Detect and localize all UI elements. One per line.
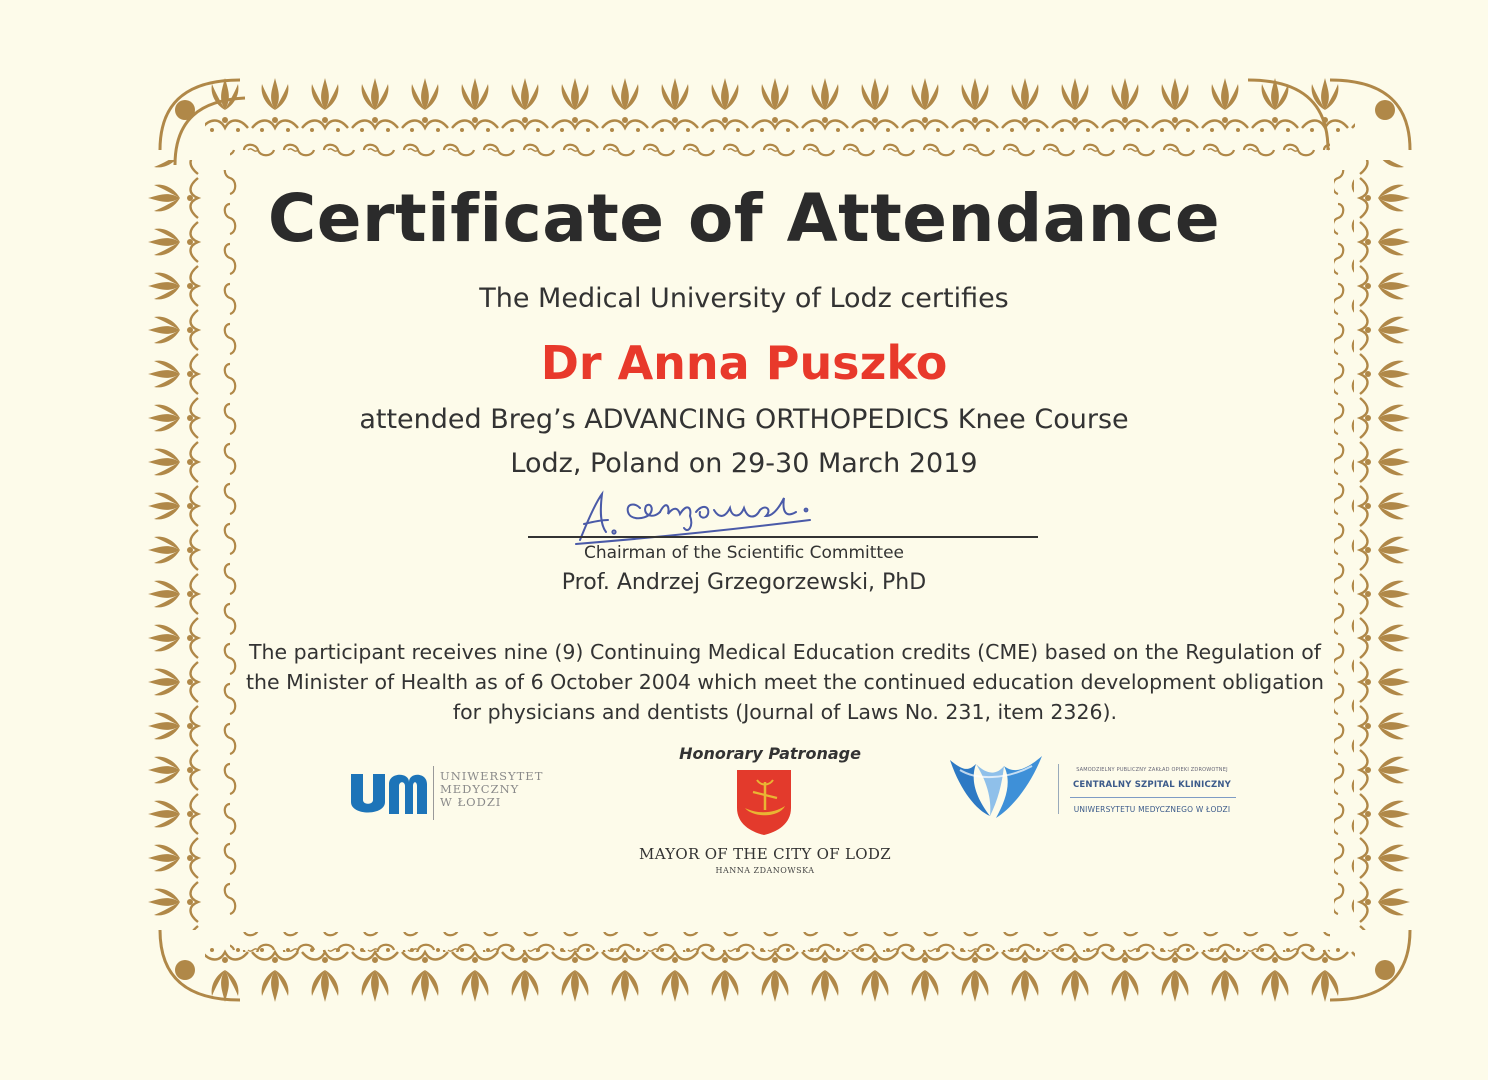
cme-line-1: The participant receives nine (9) Continuing Medical Education credits (CME) based on the Regulation of — [249, 640, 1321, 664]
certificate-title: Certificate of Attendance — [267, 180, 1221, 257]
mayor-name: HANNA ZDANOWSKA — [715, 866, 815, 875]
recipient-name: Dr Anna Puszko — [540, 336, 948, 390]
location-date-line: Lodz, Poland on 29-30 March 2019 — [510, 448, 978, 479]
hospital-bottom-text: UNIWERSYTETU MEDYCZNEGO W ŁODZI — [1073, 805, 1231, 814]
honorary-patronage-label: Honorary Patronage — [679, 744, 861, 763]
hospital-top-text: SAMODZIELNY PUBLICZNY ZAKŁAD OPIEKI ZDROWOTNEJ — [1076, 767, 1228, 773]
mayor-title: MAYOR OF THE CITY OF LODZ — [639, 845, 891, 863]
course-line: attended Breg’s ADVANCING ORTHOPEDICS Knee Course — [359, 404, 1129, 435]
cme-line-3: for physicians and dentists (Journal of Laws No. 231, item 2326). — [452, 700, 1118, 724]
signatory-name: Prof. Andrzej Grzegorzewski, PhD — [561, 570, 927, 595]
lodz-coat-of-arms-icon — [735, 768, 793, 836]
hospital-logo-icon — [946, 750, 1046, 824]
signature-line — [528, 536, 1038, 538]
um-logo-icon — [349, 770, 429, 816]
hospital-logo-rule — [1070, 797, 1236, 798]
um-logo-text — [440, 770, 543, 809]
um-logo-divider — [433, 766, 434, 820]
hospital-main-text: CENTRALNY SZPITAL KLINICZNY — [1072, 780, 1231, 790]
hospital-logo-divider — [1058, 764, 1059, 814]
um-line-3: W ŁODZI — [440, 795, 502, 809]
um-line-2: MEDYCZNY — [440, 782, 520, 796]
handwritten-signature — [570, 480, 910, 550]
signatory-role: Chairman of the Scientific Committee — [583, 543, 905, 563]
cme-line-2: the Minister of Health as of 6 October 2004 which meet the continued education development obligation — [245, 670, 1325, 694]
certifies-line: The Medical University of Lodz certifies — [479, 283, 1009, 314]
cme-statement — [230, 637, 1340, 727]
um-line-1: UNIWERSYTET — [440, 769, 544, 783]
